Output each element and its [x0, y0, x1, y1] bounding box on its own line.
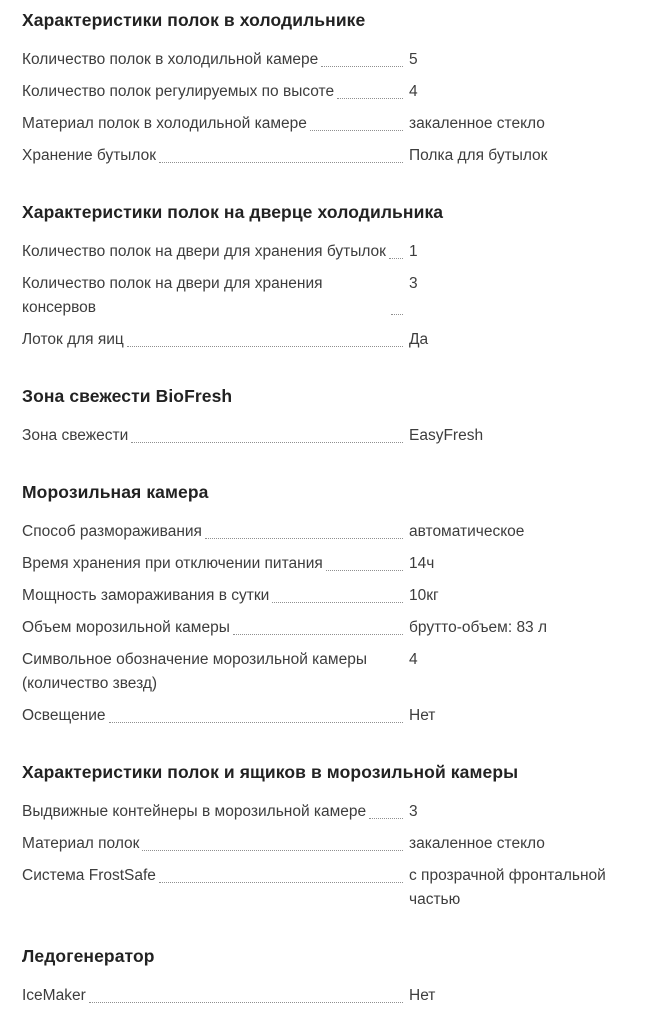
- spec-label: Количество полок на двери для хранения бутылок: [22, 243, 386, 260]
- spec-label-cell: [22, 648, 405, 696]
- section-rows: [22, 980, 661, 1012]
- spec-row: [22, 580, 661, 612]
- spec-value: Да: [409, 331, 429, 348]
- spec-label: Лоток для яиц: [22, 331, 124, 348]
- dotted-leader: [131, 442, 403, 443]
- spec-value: Нет: [409, 987, 436, 1004]
- section-rows: [22, 44, 661, 172]
- spec-label: Время хранения при отключении питания: [22, 555, 323, 572]
- spec-row: [22, 644, 661, 700]
- dotted-leader: [127, 346, 403, 347]
- spec-label: Освещение: [22, 707, 106, 724]
- spec-label: Выдвижные контейнеры в морозильной камере: [22, 803, 367, 820]
- spec-label: IceMaker: [22, 987, 86, 1004]
- spec-label-cell: [22, 424, 405, 448]
- dotted-leader: [142, 850, 403, 851]
- spec-label: Объем морозильной камеры: [22, 619, 230, 636]
- spec-label-cell: [22, 272, 405, 320]
- spec-label-cell: [22, 80, 405, 104]
- spec-label-cell: [22, 112, 405, 136]
- spec-row: [22, 108, 661, 140]
- spec-row: [22, 324, 661, 356]
- spec-label-cell: [22, 584, 405, 608]
- spec-label: Материал полок: [22, 835, 140, 852]
- specs-list: [22, 9, 661, 1012]
- dotted-leader: [159, 882, 403, 883]
- spec-value: 4: [409, 83, 418, 100]
- spec-value: брутто-объем: 83 л: [409, 619, 548, 636]
- spec-row: [22, 796, 661, 828]
- dotted-leader: [310, 130, 403, 131]
- spec-row: [22, 548, 661, 580]
- dotted-leader: [391, 314, 403, 315]
- spec-section: [22, 945, 661, 1012]
- spec-section: [22, 9, 661, 172]
- spec-label: Количество полок регулируемых по высоте: [22, 83, 335, 100]
- spec-label-cell: [22, 984, 405, 1008]
- dotted-leader: [89, 1002, 403, 1003]
- spec-label: Система FrostSafe: [22, 867, 156, 884]
- spec-row: [22, 236, 661, 268]
- spec-label-cell: [22, 832, 405, 856]
- spec-section: [22, 761, 661, 916]
- spec-label: Хранение бутылок: [22, 147, 157, 164]
- spec-row: [22, 516, 661, 548]
- spec-section: [22, 201, 661, 356]
- dotted-leader: [109, 722, 403, 723]
- spec-value: закаленное стекло: [409, 115, 545, 132]
- section-rows: [22, 796, 661, 916]
- spec-value: с прозрачной фронтальной частью: [409, 867, 606, 908]
- spec-value: Нет: [409, 707, 436, 724]
- dotted-leader: [326, 570, 403, 571]
- section-title: Морозильная камера: [22, 482, 209, 502]
- dotted-leader: [272, 602, 403, 603]
- spec-label: Количество полок в холодильной камере: [22, 51, 319, 68]
- spec-label-cell: [22, 800, 405, 824]
- spec-label-cell: [22, 144, 405, 168]
- spec-value: закаленное стекло: [409, 835, 545, 852]
- spec-value: автоматическое: [409, 523, 525, 540]
- dotted-leader: [159, 162, 403, 163]
- section-title: Зона свежести BioFresh: [22, 386, 233, 406]
- spec-label-cell: [22, 864, 405, 888]
- dotted-leader: [337, 98, 403, 99]
- dotted-leader: [321, 66, 403, 67]
- spec-value: 10кг: [409, 587, 439, 604]
- spec-row: [22, 420, 661, 452]
- spec-label-cell: [22, 328, 405, 352]
- dotted-leader: [369, 818, 403, 819]
- spec-label: Количество полок на двери для хранения консервов: [22, 275, 323, 316]
- spec-value: 4: [409, 651, 418, 668]
- section-rows: [22, 236, 661, 356]
- spec-label-cell: [22, 704, 405, 728]
- spec-label: Зона свежести: [22, 427, 129, 444]
- spec-value: EasyFresh: [409, 427, 484, 444]
- spec-row: [22, 828, 661, 860]
- spec-row: [22, 268, 661, 324]
- spec-value: Полка для бутылок: [409, 147, 548, 164]
- spec-label: Мощность замораживания в сутки: [22, 587, 270, 604]
- spec-row: [22, 76, 661, 108]
- section-title: Характеристики полок и ящиков в морозильной камеры: [22, 762, 519, 782]
- section-title: Ледогенератор: [22, 946, 155, 966]
- section-title: Характеристики полок в холодильнике: [22, 10, 366, 30]
- section-title: Характеристики полок на дверце холодильника: [22, 202, 444, 222]
- spec-label: Способ размораживания: [22, 523, 202, 540]
- spec-value: 5: [409, 51, 418, 68]
- spec-label-cell: [22, 552, 405, 576]
- spec-label-cell: [22, 240, 405, 264]
- spec-label: Символьное обозначение морозильной камеры (количество звезд): [22, 651, 367, 692]
- spec-label-cell: [22, 48, 405, 72]
- spec-row: [22, 700, 661, 732]
- spec-value: 3: [409, 275, 418, 292]
- dotted-leader: [389, 258, 403, 259]
- section-rows: [22, 420, 661, 452]
- spec-label-cell: [22, 616, 405, 640]
- dotted-leader: [205, 538, 403, 539]
- section-rows: [22, 516, 661, 732]
- spec-label-cell: [22, 520, 405, 544]
- spec-row: [22, 140, 661, 172]
- spec-row: [22, 612, 661, 644]
- spec-section: [22, 385, 661, 452]
- spec-value: 3: [409, 803, 418, 820]
- dotted-leader: [233, 634, 403, 635]
- spec-value: 1: [409, 243, 418, 260]
- spec-label: Материал полок в холодильной камере: [22, 115, 307, 132]
- spec-row: [22, 44, 661, 76]
- spec-value: 14ч: [409, 555, 435, 572]
- spec-row: [22, 860, 661, 916]
- spec-row: [22, 980, 661, 1012]
- spec-section: [22, 481, 661, 732]
